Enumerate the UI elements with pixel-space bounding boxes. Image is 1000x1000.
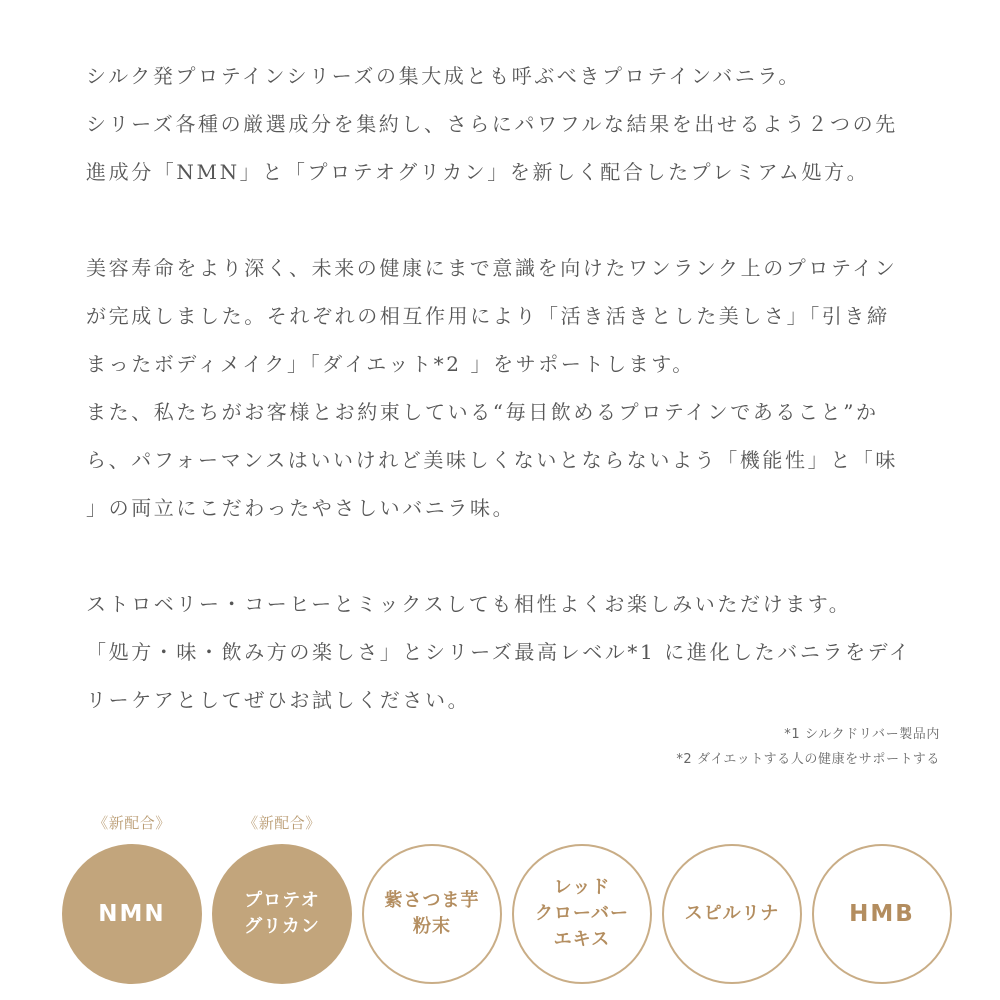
ingredient-label: NMN <box>98 901 166 927</box>
ingredient-list <box>62 812 962 992</box>
text-line: シリーズ各種の厳選成分を集約し、さらにパワフルな結果を出せるよう２つの先 <box>86 112 898 136</box>
paragraph-gap <box>86 532 946 580</box>
ingredient-label: HMB <box>849 901 915 927</box>
footnote-2: *2 ダイエットする人の健康をサポートする <box>676 752 940 767</box>
ingredient-label: スピルリナ <box>684 903 780 924</box>
paragraph-3 <box>86 580 946 724</box>
text-line: リーケアとしてぜひお試しください。 <box>86 688 471 712</box>
paragraph-1 <box>86 52 946 196</box>
ingredient-badge-hmb <box>812 844 952 984</box>
text-line: シルク発プロテインシリーズの集大成とも呼ぶべきプロテインバニラ。 <box>86 64 801 88</box>
ingredient-badge-purple-sweet-potato <box>362 844 502 984</box>
text-line: 美容寿命をより深く、未来の健康にまで意識を向けたワンランク上のプロテイン <box>86 256 898 280</box>
new-formula-tag: 《新配合》 <box>243 814 321 832</box>
text-line: 「処方・味・飲み方の楽しさ」とシリーズ最高レベル*1 に進化したバニラをデイ <box>86 640 912 664</box>
new-formula-tag: 《新配合》 <box>93 814 171 832</box>
footnote-1: *1 シルクドリバー製品内 <box>784 727 940 742</box>
footnotes <box>676 722 940 772</box>
description-text <box>86 52 946 724</box>
ingredient-badge-red-clover <box>512 844 652 984</box>
ingredient-label: 紫さつま芋 粉末 <box>384 890 480 937</box>
ingredient-badge-spirulina <box>662 844 802 984</box>
text-line: 進成分「NMN」と「プロテオグリカン」を新しく配合したプレミアム処方。 <box>86 160 870 184</box>
paragraph-2 <box>86 244 946 532</box>
ingredient-label: プロテオ グリカン <box>244 890 320 937</box>
paragraph-gap <box>86 196 946 244</box>
text-line: まったボディメイク」「ダイエット*2 」をサポートします。 <box>86 352 695 376</box>
text-line: また、私たちがお客様とお約束している“毎日飲めるプロテインであること”か <box>86 400 879 424</box>
text-line: 」の両立にこだわったやさしいバニラ味。 <box>86 496 516 520</box>
text-line: ら、パフォーマンスはいいけれど美味しくないとならないよう「機能性」と「味 <box>86 448 898 472</box>
ingredient-badge-proteoglycan <box>212 844 352 984</box>
ingredient-badge-nmn <box>62 844 202 984</box>
text-line: が完成しました。それぞれの相互作用により「活き活きとした美しさ」「引き締 <box>86 304 890 328</box>
text-line: ストロベリー・コーヒーとミックスしても相性よくお楽しみいただけます。 <box>86 592 852 616</box>
ingredient-label: レッド クローバー エキス <box>534 877 630 950</box>
